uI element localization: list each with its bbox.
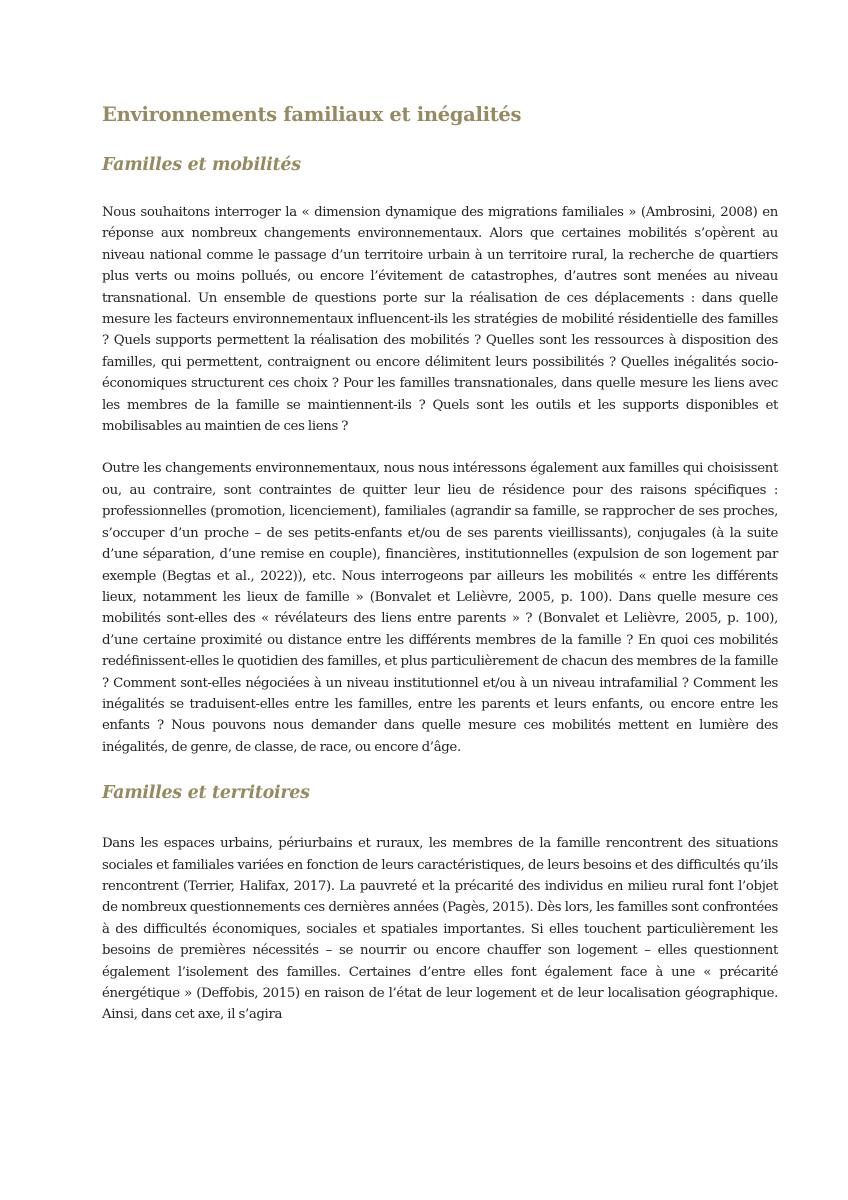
- document-title: Environnements familiaux et inégalités: [102, 103, 522, 126]
- paragraph-mobilites-2: Outre les changements environnementaux, nous nous intéressons également aux familles qui choisissent ou, au contraire, sont contraintes de quitter leur lieu de résidence pour des raisons spécifiques : professionnelles (promotion, licenciement), familiales (agrandir sa famille, se rapprocher de ses proches, s’occuper d’un proche – de ses petits-enfants et/ou de ses parents vieillissants), conjugales (à la suite d’une séparation, d’une remise en couple), financières, institutionnelles (expulsion de son logement par exemple (Begtas et al., 2022)), etc. Nous interrogeons par ailleurs les mobilités « entre les différents lieux, notamment les lieux de famille » (Bonvalet et Lelièvre, 2005, p. 100). Dans quelle mesure ces mobilités sont-elles des « révélateurs des liens entre parents » ? (Bonvalet et Lelièvre, 2005, p. 100), d’une certaine proximité ou distance entre les différents membres de la famille ? En quoi ces mobilités redéfinissent-elles le quotidien des familles, et plus particulièrement de chacun des membres de la famille ? Comment sont-elles négociées à un niveau institutionnel et/ou à un niveau intrafamilial ? Comment les inégalités se traduisent-elles entre les familles, entre les parents et leurs enfants, ou encore entre les enfants ? Nous pouvons nous demander dans quelle mesure ces mobilités mettent en lumière des inégalités, de genre, de classe, de race, ou encore d’âge.: [102, 461, 778, 755]
- section-heading-mobilites: Familles et mobilités: [102, 155, 301, 175]
- paragraph-territoires-1: Dans les espaces urbains, périurbains et ruraux, les membres de la famille rencontrent des situations sociales et familiales variées en fonction de leurs caractéristiques, de leurs besoins et des difficultés qu’ils rencontrent (Terrier, Halifax, 2017). La pauvreté et la précarité des individus en milieu rural font l’objet de nombreux questionnements ces dernières années (Pagès, 2015). Dès lors, les familles sont confrontées à des difficultés économiques, sociales et spatiales importantes. Si elles touchent particulièrement les besoins de premières nécessités – se nourrir ou encore chauffer son logement – elles questionnent également l’isolement des familles. Certaines d’entre elles font également face à une « précarité énergétique » (Deffobis, 2015) en raison de l’état de leur logement et de leur localisation géographique. Ainsi, dans cet axe, il s’agira: [102, 836, 778, 1023]
- section-heading-territoires: Familles et territoires: [102, 783, 310, 804]
- paragraph-mobilites-1: Nous souhaitons interroger la « dimension dynamique des migrations familiales » (Ambrosini, 2008) en réponse aux nombreux changements environnementaux. Alors que certaines mobilités s’opèrent au niveau national comme le passage d’un territoire urbain à un territoire rural, la recherche de quartiers plus verts ou moins pollués, ou encore l’évitement de catastrophes, d’autres sont menées au niveau transnational. Un ensemble de questions porte sur la réalisation de ces déplacements : dans quelle mesure les facteurs environnementaux influencent-ils les stratégies de mobilité résidentielle des familles ? Quels supports permettent la réalisation des mobilités ? Quelles sont les ressources à disposition des familles, qui permettent, contraignent ou encore délimitent leurs possibilités ? Quelles inégalités socio-économiques structurent ces choix ? Pour les familles transnationales, dans quelle mesure les liens avec les membres de la famille se maintiennent-ils ? Quels sont les outils et les supports disponibles et mobilisables au maintien de ces liens ?: [102, 205, 778, 435]
- document-page: [102, 98, 778, 1026]
